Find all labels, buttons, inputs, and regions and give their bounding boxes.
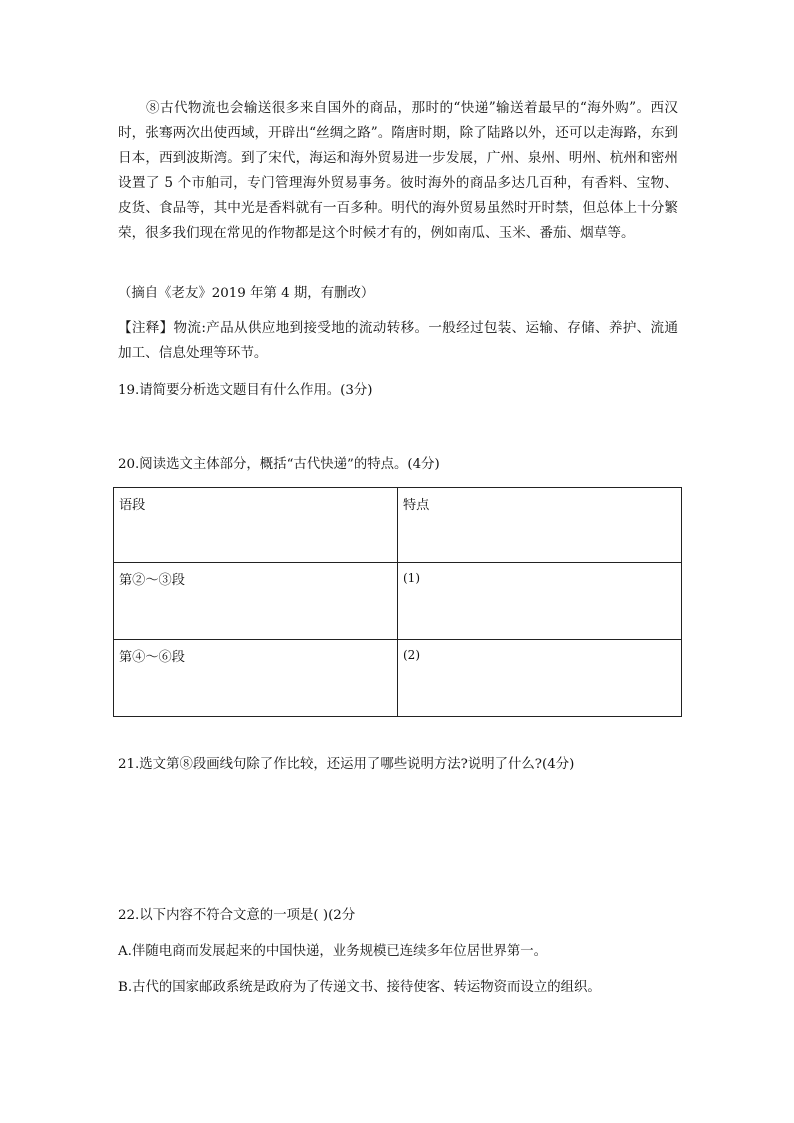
table-header-paragraph: 语段 [114, 488, 398, 563]
question-22: 22.以下内容不符合文意的一项是( )(2分 [118, 908, 356, 923]
source-citation: （摘自《老友》2019 年第 4 期，有删改） [118, 286, 375, 301]
option-b: B.古代的国家邮政系统是政府为了传递文书、接待使客、转运物资而设立的组织。 [118, 980, 601, 995]
table-cell-answer[interactable]: (1) [398, 563, 682, 640]
table-row [114, 563, 682, 640]
annotation-note: 【注释】物流:产品从供应地到接受地的流动转移。一般经过包装、运输、存储、养护、流通加工、信息处理等环节。 [118, 320, 678, 361]
question-19: 19.请简要分析选文题目有什么作用。(3分) [118, 383, 373, 398]
table-cell-answer[interactable]: (2) [398, 640, 682, 717]
table-cell-paragraph: 第②～③段 [114, 563, 398, 640]
paragraph-8: ⑧古代物流也会输送很多来自国外的商品，那时的“快递”输送着最早的“海外购”。西汉时，张骞两次出使西域，开辟出“丝绸之路”。隋唐时期，除了陆路以外，还可以走海路，东到日本，西到波斯湾。到了宋代，海运和海外贸易进一步发展，广州、泉州、明州、杭州和密州设置了 5 个市舶司，专门管理海外贸易事务。彼时海外的商品多达几百种，有香料、宝物、皮货、食品等，其中光是香料就有一百多种。明代的海外贸易虽然时开时禁，但总体上十分繁荣，很多我们现在常见的作物都是这个时候才有的，例如南瓜、玉米、番茄、烟草等。 [118, 100, 678, 241]
answer-table [113, 487, 682, 717]
table-cell-paragraph: 第④～⑥段 [114, 640, 398, 717]
table-header-row [114, 488, 682, 563]
table-header-feature: 特点 [398, 488, 682, 563]
table-row [114, 640, 682, 717]
question-20: 20.阅读选文主体部分，概括“古代快递”的特点。(4分) [118, 457, 440, 472]
option-a: A.伴随电商而发展起来的中国快递，业务规模已连续多年位居世界第一。 [118, 944, 548, 959]
question-21: 21.选文第⑧段画线句除了作比较，还运用了哪些说明方法?说明了什么?(4分) [118, 757, 575, 772]
